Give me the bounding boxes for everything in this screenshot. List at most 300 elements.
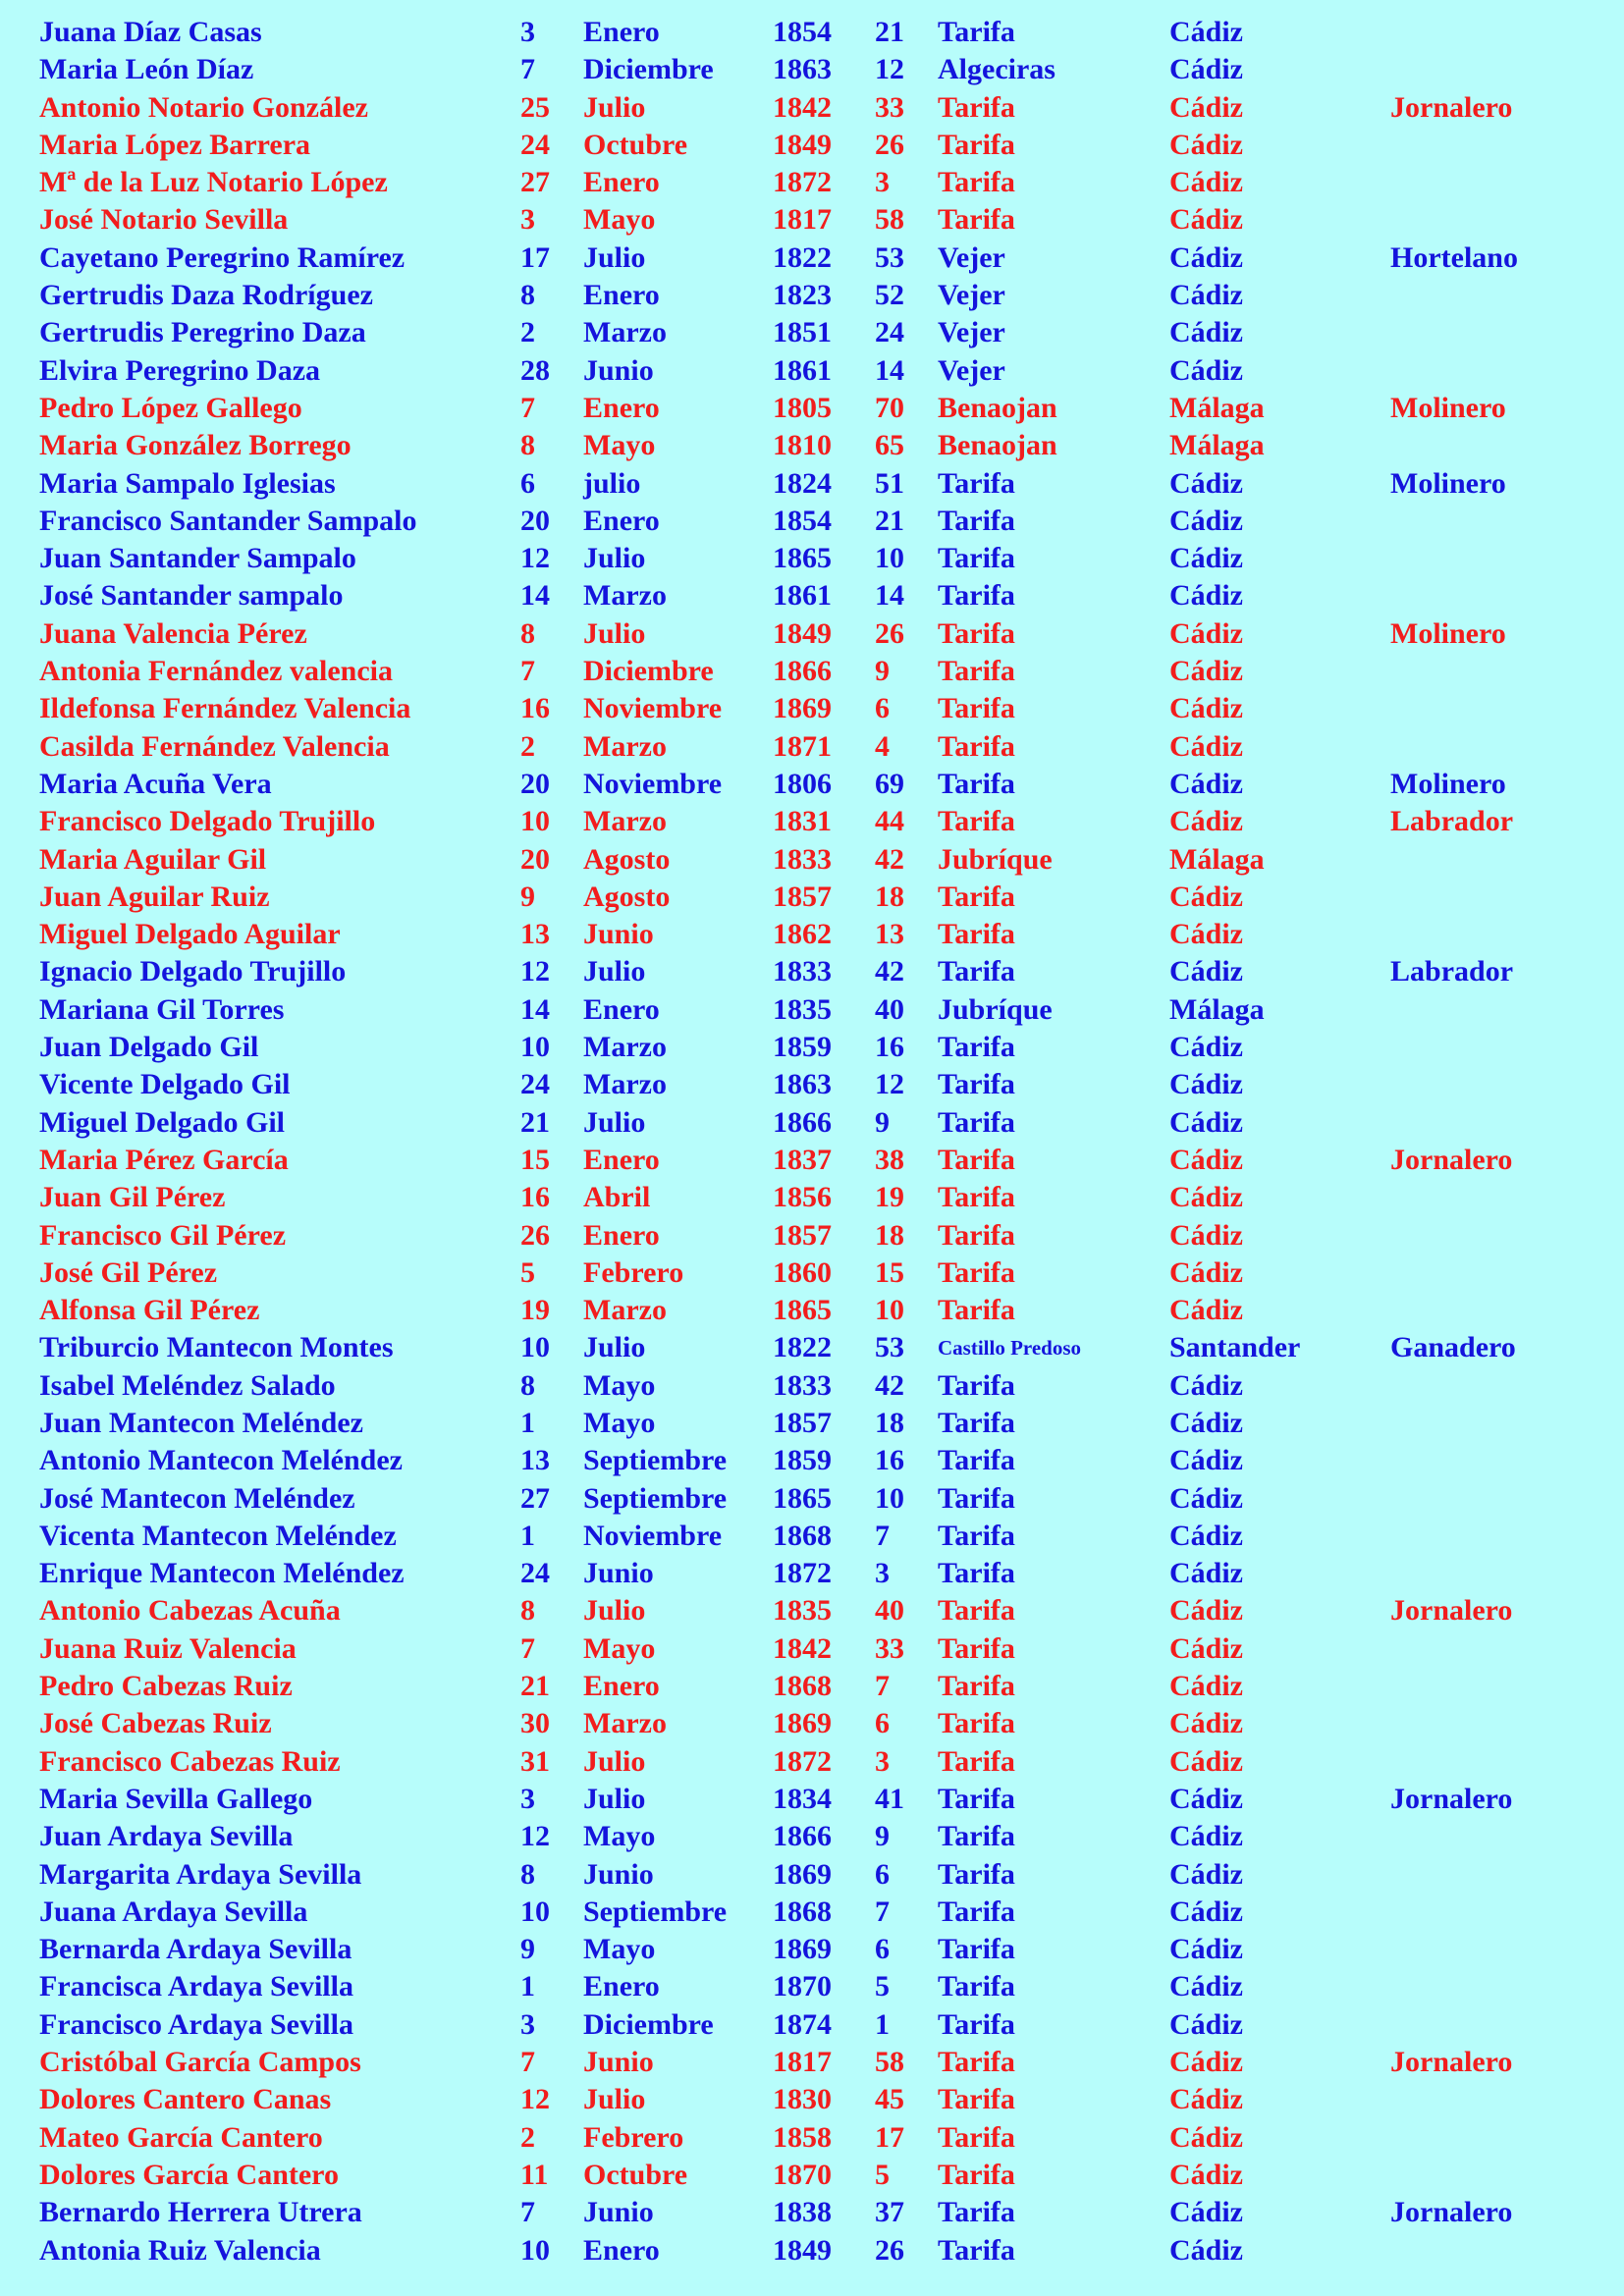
table-row bbox=[39, 2157, 1610, 2194]
birth-year: 1824 bbox=[773, 466, 832, 500]
person-name: Miguel Delgado Gil bbox=[39, 1105, 285, 1139]
person-name: Maria Acuña Vera bbox=[39, 767, 272, 800]
birth-month: Marzo bbox=[583, 579, 667, 613]
birth-month: Julio bbox=[583, 240, 646, 274]
table-row bbox=[39, 277, 1610, 314]
birth-year: 1822 bbox=[773, 240, 832, 274]
province: Cádiz bbox=[1169, 2196, 1243, 2229]
province: Cádiz bbox=[1169, 90, 1243, 124]
table-row bbox=[39, 728, 1610, 766]
birth-day: 12 bbox=[520, 2083, 550, 2116]
birth-day: 7 bbox=[520, 53, 535, 86]
birth-month: Enero bbox=[583, 504, 660, 537]
age: 42 bbox=[875, 955, 904, 988]
birth-year: 1822 bbox=[773, 1331, 832, 1364]
birth-day: 8 bbox=[520, 1594, 535, 1628]
birth-day: 10 bbox=[520, 1031, 550, 1064]
birth-place: Tarifa bbox=[938, 2158, 1015, 2191]
province: Cádiz bbox=[1169, 579, 1243, 613]
birth-place: Jubríque bbox=[938, 992, 1053, 1026]
birth-place: Tarifa bbox=[938, 466, 1015, 500]
person-name: Dolores Cantero Canas bbox=[39, 2083, 332, 2116]
birth-month: Febrero bbox=[583, 2120, 684, 2154]
birth-place: Tarifa bbox=[938, 1670, 1015, 1703]
birth-day: 14 bbox=[520, 992, 550, 1026]
person-name: Maria Pérez García bbox=[39, 1143, 289, 1176]
person-name: José Santander sampalo bbox=[39, 579, 344, 613]
birth-day: 6 bbox=[520, 466, 535, 500]
census-table bbox=[39, 14, 1610, 2269]
table-row bbox=[39, 1329, 1610, 1366]
table-row bbox=[39, 127, 1610, 164]
province: Cádiz bbox=[1169, 1368, 1243, 1402]
birth-year: 1810 bbox=[773, 429, 832, 462]
birth-year: 1869 bbox=[773, 1857, 832, 1891]
birth-month: Julio bbox=[583, 1744, 646, 1778]
occupation: Molinero bbox=[1390, 616, 1506, 650]
birth-month: Noviembre bbox=[583, 1519, 723, 1552]
birth-month: Marzo bbox=[583, 805, 667, 838]
province: Cádiz bbox=[1169, 1181, 1243, 1214]
province: Cádiz bbox=[1169, 2007, 1243, 2041]
birth-place: Tarifa bbox=[938, 1895, 1015, 1928]
table-row bbox=[39, 1480, 1610, 1518]
province: Cádiz bbox=[1169, 955, 1243, 988]
age: 37 bbox=[875, 2196, 904, 2229]
province: Cádiz bbox=[1169, 1594, 1243, 1628]
person-name: Francisco Santander Sampalo bbox=[39, 504, 417, 537]
table-row bbox=[39, 1217, 1610, 1255]
person-name: Bernardo Herrera Utrera bbox=[39, 2196, 362, 2229]
birth-month: Junio bbox=[583, 353, 654, 387]
province: Cádiz bbox=[1169, 616, 1243, 650]
province: Cádiz bbox=[1169, 1895, 1243, 1928]
province: Cádiz bbox=[1169, 1707, 1243, 1740]
province: Cádiz bbox=[1169, 655, 1243, 688]
person-name: Maria López Barrera bbox=[39, 128, 311, 161]
birth-month: Julio bbox=[583, 1594, 646, 1628]
birth-place: Tarifa bbox=[938, 1368, 1015, 1402]
birth-year: 1868 bbox=[773, 1895, 832, 1928]
occupation: Molinero bbox=[1390, 466, 1506, 500]
person-name: Francisco Gil Pérez bbox=[39, 1218, 287, 1252]
birth-month: Marzo bbox=[583, 729, 667, 763]
birth-day: 1 bbox=[520, 1519, 535, 1552]
table-row bbox=[39, 1029, 1610, 1066]
person-name: Maria Sampalo Iglesias bbox=[39, 466, 336, 500]
table-row bbox=[39, 1743, 1610, 1781]
age: 10 bbox=[875, 542, 904, 575]
person-name: Mateo García Cantero bbox=[39, 2120, 323, 2154]
birth-year: 1872 bbox=[773, 166, 832, 199]
table-row bbox=[39, 1367, 1610, 1405]
age: 42 bbox=[875, 1368, 904, 1402]
table-row bbox=[39, 615, 1610, 653]
birth-month: Enero bbox=[583, 391, 660, 424]
person-name: Francisca Ardaya Sevilla bbox=[39, 1970, 353, 2003]
province: Cádiz bbox=[1169, 542, 1243, 575]
birth-month: Julio bbox=[583, 1331, 646, 1364]
birth-month: Julio bbox=[583, 616, 646, 650]
table-row bbox=[39, 879, 1610, 916]
province: Cádiz bbox=[1169, 805, 1243, 838]
birth-day: 2 bbox=[520, 316, 535, 349]
birth-place: Tarifa bbox=[938, 1594, 1015, 1628]
table-row bbox=[39, 465, 1610, 503]
birth-place: Tarifa bbox=[938, 880, 1015, 913]
birth-place: Tarifa bbox=[938, 1406, 1015, 1439]
birth-day: 27 bbox=[520, 166, 550, 199]
birth-year: 1860 bbox=[773, 1255, 832, 1289]
birth-day: 3 bbox=[520, 16, 535, 48]
age: 70 bbox=[875, 391, 904, 424]
age: 21 bbox=[875, 504, 904, 537]
person-name: Maria González Borrego bbox=[39, 429, 352, 462]
birth-year: 1823 bbox=[773, 279, 832, 312]
age: 33 bbox=[875, 1631, 904, 1665]
birth-day: 13 bbox=[520, 1444, 550, 1477]
birth-year: 1835 bbox=[773, 992, 832, 1026]
province: Cádiz bbox=[1169, 1820, 1243, 1853]
birth-month: Enero bbox=[583, 166, 660, 199]
occupation: Ganadero bbox=[1390, 1331, 1516, 1364]
birth-year: 1865 bbox=[773, 542, 832, 575]
birth-day: 16 bbox=[520, 1181, 550, 1214]
table-row bbox=[39, 953, 1610, 990]
birth-month: Julio bbox=[583, 955, 646, 988]
birth-year: 1868 bbox=[773, 1670, 832, 1703]
birth-year: 1838 bbox=[773, 2196, 832, 2229]
birth-month: Noviembre bbox=[583, 767, 723, 800]
person-name: Antonio Notario González bbox=[39, 90, 368, 124]
table-row bbox=[39, 1630, 1610, 1668]
age: 10 bbox=[875, 1294, 904, 1327]
birth-place: Tarifa bbox=[938, 805, 1015, 838]
birth-day: 5 bbox=[520, 1255, 535, 1289]
birth-month: Noviembre bbox=[583, 692, 723, 725]
table-row bbox=[39, 1405, 1610, 1442]
birth-month: Agosto bbox=[583, 842, 671, 876]
birth-month: Septiembre bbox=[583, 1895, 728, 1928]
birth-year: 1806 bbox=[773, 767, 832, 800]
birth-month: Mayo bbox=[583, 1820, 656, 1853]
table-row bbox=[39, 1856, 1610, 1894]
occupation: Molinero bbox=[1390, 391, 1506, 424]
birth-year: 1866 bbox=[773, 1105, 832, 1139]
age: 6 bbox=[875, 1707, 890, 1740]
birth-year: 1857 bbox=[773, 880, 832, 913]
province: Cádiz bbox=[1169, 1255, 1243, 1289]
birth-place: Tarifa bbox=[938, 1782, 1015, 1815]
birth-month: Marzo bbox=[583, 1031, 667, 1064]
table-row bbox=[39, 2006, 1610, 2044]
birth-day: 27 bbox=[520, 1481, 550, 1515]
province: Cádiz bbox=[1169, 1481, 1243, 1515]
age: 10 bbox=[875, 1481, 904, 1515]
person-name: Antonio Mantecon Meléndez bbox=[39, 1444, 403, 1477]
person-name: Mariana Gil Torres bbox=[39, 992, 285, 1026]
person-name: Antonio Cabezas Acuña bbox=[39, 1594, 341, 1628]
person-name: Cayetano Peregrino Ramírez bbox=[39, 240, 406, 274]
birth-month: Junio bbox=[583, 1857, 654, 1891]
person-name: Juana Díaz Casas bbox=[39, 16, 262, 48]
province: Cádiz bbox=[1169, 1031, 1243, 1064]
age: 42 bbox=[875, 842, 904, 876]
birth-year: 1831 bbox=[773, 805, 832, 838]
province: Cádiz bbox=[1169, 729, 1243, 763]
province: Cádiz bbox=[1169, 880, 1243, 913]
age: 5 bbox=[875, 1970, 890, 2003]
person-name: Juana Ardaya Sevilla bbox=[39, 1895, 308, 1928]
age: 44 bbox=[875, 805, 904, 838]
birth-month: Julio bbox=[583, 542, 646, 575]
birth-place: Vejer bbox=[938, 240, 1005, 274]
age: 24 bbox=[875, 316, 904, 349]
province: Málaga bbox=[1169, 842, 1265, 876]
person-name: Francisco Cabezas Ruiz bbox=[39, 1744, 341, 1778]
person-name: Francisco Delgado Trujillo bbox=[39, 805, 376, 838]
province: Cádiz bbox=[1169, 279, 1243, 312]
province: Cádiz bbox=[1169, 1631, 1243, 1665]
birth-day: 21 bbox=[520, 1670, 550, 1703]
age: 9 bbox=[875, 1105, 890, 1139]
province: Cádiz bbox=[1169, 1143, 1243, 1176]
birth-month: Mayo bbox=[583, 429, 656, 462]
table-row bbox=[39, 89, 1610, 127]
birth-month: Junio bbox=[583, 2046, 654, 2079]
age: 6 bbox=[875, 692, 890, 725]
birth-place: Tarifa bbox=[938, 1181, 1015, 1214]
province: Cádiz bbox=[1169, 1406, 1243, 1439]
birth-month: Enero bbox=[583, 1218, 660, 1252]
birth-year: 1849 bbox=[773, 616, 832, 650]
birth-place: Tarifa bbox=[938, 1444, 1015, 1477]
birth-year: 1869 bbox=[773, 1707, 832, 1740]
age: 40 bbox=[875, 992, 904, 1026]
person-name: Margarita Ardaya Sevilla bbox=[39, 1857, 362, 1891]
age: 21 bbox=[875, 16, 904, 48]
birth-day: 7 bbox=[520, 391, 535, 424]
birth-place: Tarifa bbox=[938, 767, 1015, 800]
person-name: Antonia Ruiz Valencia bbox=[39, 2233, 321, 2267]
birth-place: Tarifa bbox=[938, 1857, 1015, 1891]
age: 3 bbox=[875, 1557, 890, 1590]
birth-day: 24 bbox=[520, 1557, 550, 1590]
age: 3 bbox=[875, 1744, 890, 1778]
person-name: Juan Gil Pérez bbox=[39, 1181, 226, 1214]
table-row bbox=[39, 690, 1610, 727]
birth-year: 1872 bbox=[773, 1744, 832, 1778]
birth-year: 1870 bbox=[773, 2158, 832, 2191]
birth-month: Octubre bbox=[583, 128, 688, 161]
birth-day: 3 bbox=[520, 2007, 535, 2041]
occupation: Jornalero bbox=[1390, 1594, 1513, 1628]
birth-year: 1833 bbox=[773, 1368, 832, 1402]
birth-year: 1834 bbox=[773, 1782, 832, 1815]
age: 12 bbox=[875, 1068, 904, 1101]
person-name: José Notario Sevilla bbox=[39, 203, 289, 237]
birth-day: 3 bbox=[520, 1782, 535, 1815]
birth-place: Algeciras bbox=[938, 53, 1056, 86]
birth-month: Diciembre bbox=[583, 2007, 714, 2041]
person-name: José Mantecon Meléndez bbox=[39, 1481, 355, 1515]
occupation: Jornalero bbox=[1390, 1782, 1513, 1815]
person-name: Maria Aguilar Gil bbox=[39, 842, 267, 876]
birth-place: Tarifa bbox=[938, 128, 1015, 161]
occupation: Jornalero bbox=[1390, 90, 1513, 124]
age: 53 bbox=[875, 1331, 904, 1364]
birth-month: Mayo bbox=[583, 1406, 656, 1439]
birth-year: 1830 bbox=[773, 2083, 832, 2116]
table-row bbox=[39, 2232, 1610, 2269]
birth-month: Marzo bbox=[583, 1068, 667, 1101]
province: Cádiz bbox=[1169, 240, 1243, 274]
person-name: Francisco Ardaya Sevilla bbox=[39, 2007, 353, 2041]
table-row bbox=[39, 503, 1610, 540]
province: Cádiz bbox=[1169, 1105, 1243, 1139]
age: 69 bbox=[875, 767, 904, 800]
age: 33 bbox=[875, 90, 904, 124]
province: Cádiz bbox=[1169, 1519, 1243, 1552]
birth-year: 1849 bbox=[773, 2233, 832, 2267]
birth-year: 1872 bbox=[773, 1557, 832, 1590]
province: Cádiz bbox=[1169, 1068, 1243, 1101]
table-row bbox=[39, 1781, 1610, 1818]
table-row bbox=[39, 1104, 1610, 1142]
birth-day: 7 bbox=[520, 1631, 535, 1665]
birth-day: 7 bbox=[520, 2046, 535, 2079]
person-name: Gertrudis Daza Rodríguez bbox=[39, 279, 373, 312]
birth-place: Tarifa bbox=[938, 16, 1015, 48]
age: 12 bbox=[875, 53, 904, 86]
birth-year: 1835 bbox=[773, 1594, 832, 1628]
table-row bbox=[39, 14, 1610, 51]
person-name: Juan Aguilar Ruiz bbox=[39, 880, 270, 913]
birth-day: 10 bbox=[520, 2233, 550, 2267]
birth-year: 1857 bbox=[773, 1218, 832, 1252]
birth-place: Tarifa bbox=[938, 1068, 1015, 1101]
birth-year: 1837 bbox=[773, 1143, 832, 1176]
birth-place: Tarifa bbox=[938, 203, 1015, 237]
birth-day: 1 bbox=[520, 1406, 535, 1439]
birth-place: Tarifa bbox=[938, 2196, 1015, 2229]
birth-place: Vejer bbox=[938, 279, 1005, 312]
birth-year: 1862 bbox=[773, 918, 832, 951]
birth-day: 15 bbox=[520, 1143, 550, 1176]
birth-month: Marzo bbox=[583, 1707, 667, 1740]
birth-year: 1857 bbox=[773, 1406, 832, 1439]
birth-month: Julio bbox=[583, 1105, 646, 1139]
age: 5 bbox=[875, 2158, 890, 2191]
age: 18 bbox=[875, 1406, 904, 1439]
age: 9 bbox=[875, 1820, 890, 1853]
table-row bbox=[39, 916, 1610, 953]
birth-place: Tarifa bbox=[938, 90, 1015, 124]
table-row bbox=[39, 1292, 1610, 1329]
person-name: Juan Mantecon Meléndez bbox=[39, 1406, 363, 1439]
table-row bbox=[39, 2044, 1610, 2081]
birth-day: 10 bbox=[520, 1895, 550, 1928]
birth-month: Diciembre bbox=[583, 655, 714, 688]
province: Cádiz bbox=[1169, 2083, 1243, 2116]
birth-place: Tarifa bbox=[938, 1519, 1015, 1552]
person-name: Juan Ardaya Sevilla bbox=[39, 1820, 294, 1853]
birth-day: 9 bbox=[520, 1933, 535, 1966]
birth-day: 10 bbox=[520, 805, 550, 838]
birth-year: 1874 bbox=[773, 2007, 832, 2041]
birth-place: Tarifa bbox=[938, 1481, 1015, 1515]
province: Cádiz bbox=[1169, 1294, 1243, 1327]
birth-year: 1842 bbox=[773, 1631, 832, 1665]
province: Cádiz bbox=[1169, 2120, 1243, 2154]
birth-month: Enero bbox=[583, 279, 660, 312]
person-name: Gertrudis Peregrino Daza bbox=[39, 316, 366, 349]
birth-day: 3 bbox=[520, 203, 535, 237]
birth-day: 12 bbox=[520, 955, 550, 988]
person-name: Miguel Delgado Aguilar bbox=[39, 918, 341, 951]
table-row bbox=[39, 1555, 1610, 1592]
person-name: Enrique Mantecon Meléndez bbox=[39, 1557, 405, 1590]
table-row bbox=[39, 2119, 1610, 2157]
table-row bbox=[39, 352, 1610, 390]
age: 26 bbox=[875, 128, 904, 161]
occupation: Labrador bbox=[1390, 955, 1514, 988]
age: 7 bbox=[875, 1895, 890, 1928]
birth-place: Tarifa bbox=[938, 1970, 1015, 2003]
age: 18 bbox=[875, 880, 904, 913]
occupation: Labrador bbox=[1390, 805, 1514, 838]
birth-place: Tarifa bbox=[938, 1933, 1015, 1966]
birth-day: 7 bbox=[520, 655, 535, 688]
province: Cádiz bbox=[1169, 1218, 1243, 1252]
birth-month: Marzo bbox=[583, 316, 667, 349]
table-row bbox=[39, 51, 1610, 88]
table-row bbox=[39, 577, 1610, 614]
occupation: Jornalero bbox=[1390, 2046, 1513, 2079]
birth-day: 12 bbox=[520, 1820, 550, 1853]
birth-month: Enero bbox=[583, 992, 660, 1026]
birth-day: 20 bbox=[520, 767, 550, 800]
birth-year: 1859 bbox=[773, 1444, 832, 1477]
birth-month: Enero bbox=[583, 1670, 660, 1703]
person-name: Juana Valencia Pérez bbox=[39, 616, 307, 650]
birth-day: 24 bbox=[520, 128, 550, 161]
birth-place: Jubríque bbox=[938, 842, 1053, 876]
table-row bbox=[39, 841, 1610, 879]
birth-day: 21 bbox=[520, 1105, 550, 1139]
birth-place: Tarifa bbox=[938, 1744, 1015, 1778]
occupation: Jornalero bbox=[1390, 2196, 1513, 2229]
province: Cádiz bbox=[1169, 692, 1243, 725]
person-name: Elvira Peregrino Daza bbox=[39, 353, 321, 387]
province: Cádiz bbox=[1169, 466, 1243, 500]
occupation: Molinero bbox=[1390, 767, 1506, 800]
province: Cádiz bbox=[1169, 2046, 1243, 2079]
province: Cádiz bbox=[1169, 504, 1243, 537]
age: 26 bbox=[875, 2233, 904, 2267]
province: Cádiz bbox=[1169, 1970, 1243, 2003]
birth-place: Tarifa bbox=[938, 1218, 1015, 1252]
birth-year: 1865 bbox=[773, 1481, 832, 1515]
province: Cádiz bbox=[1169, 16, 1243, 48]
province: Cádiz bbox=[1169, 1933, 1243, 1966]
birth-place: Tarifa bbox=[938, 2046, 1015, 2079]
age: 13 bbox=[875, 918, 904, 951]
age: 38 bbox=[875, 1143, 904, 1176]
age: 6 bbox=[875, 1933, 890, 1966]
province: Cádiz bbox=[1169, 53, 1243, 86]
age: 65 bbox=[875, 429, 904, 462]
